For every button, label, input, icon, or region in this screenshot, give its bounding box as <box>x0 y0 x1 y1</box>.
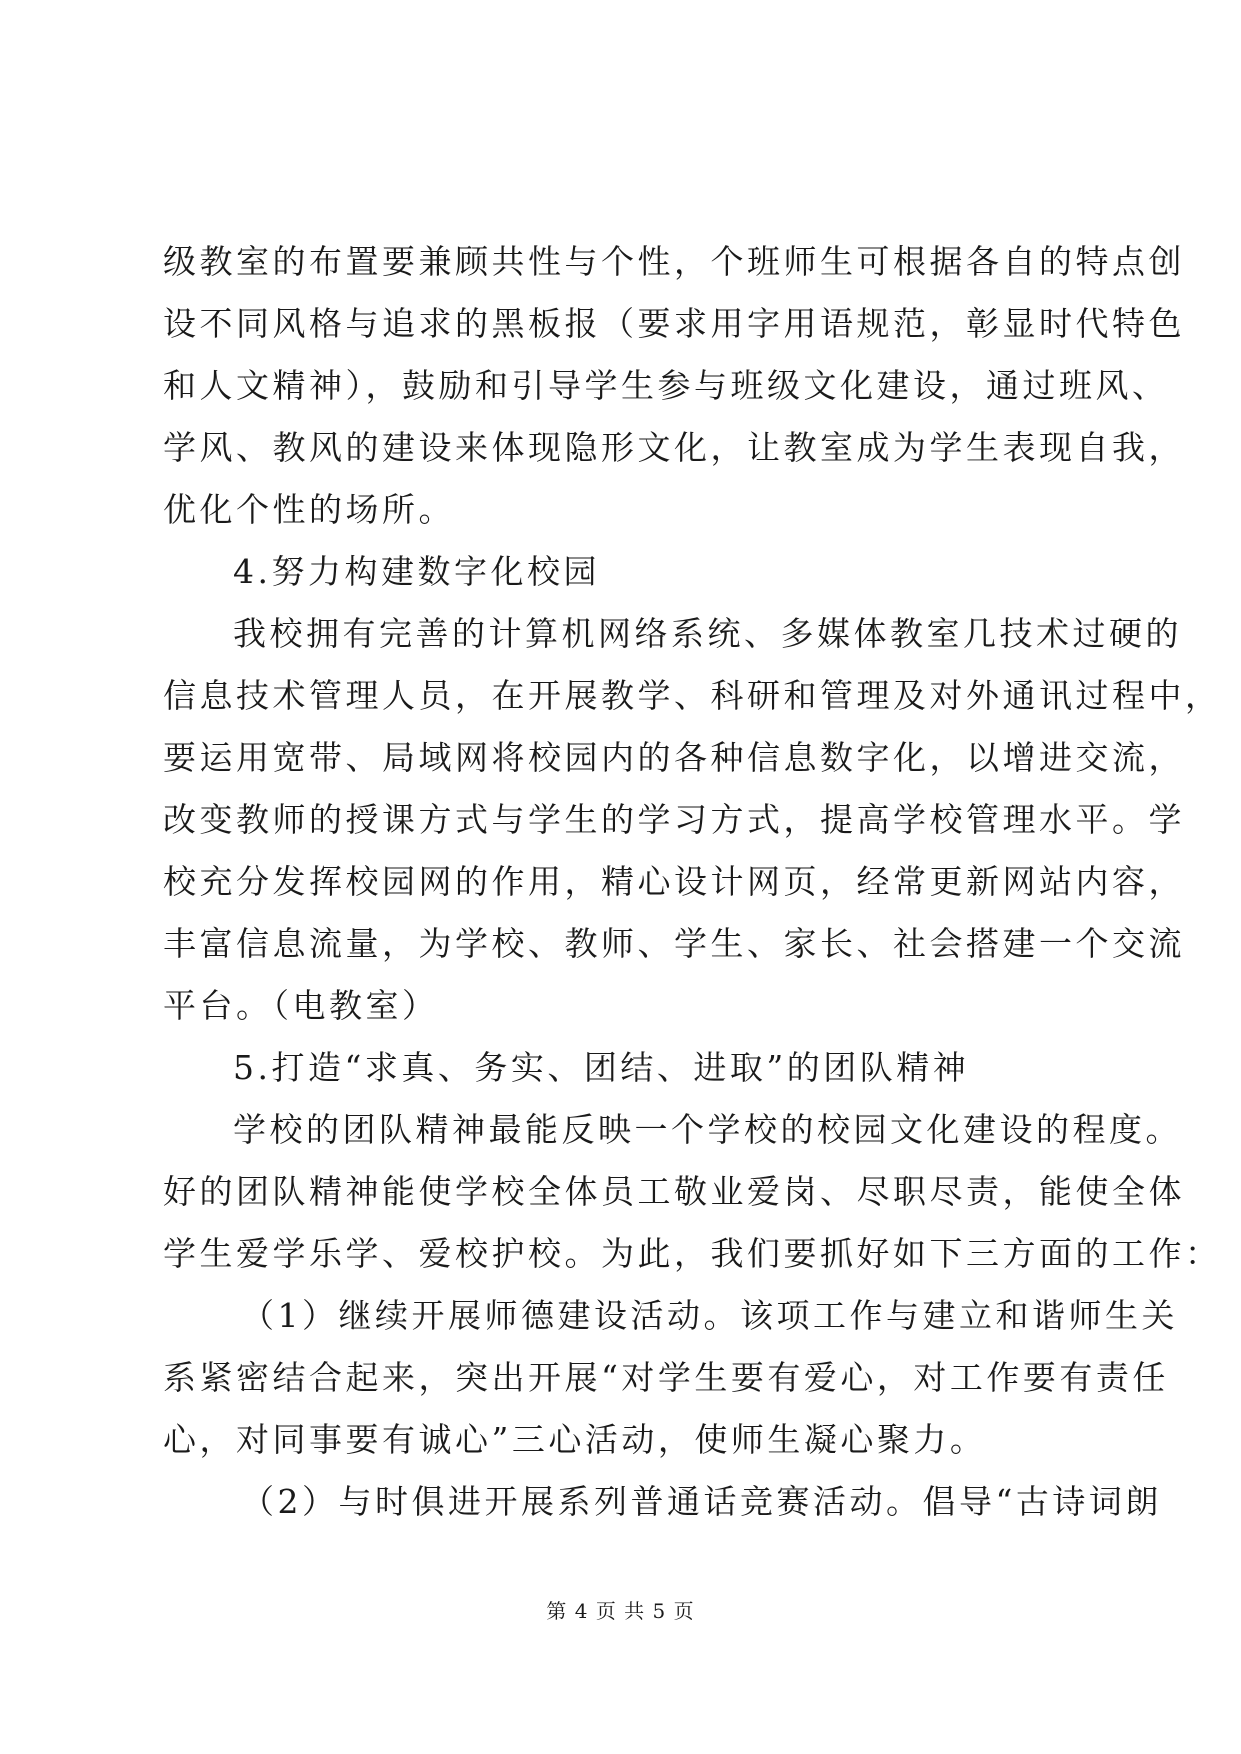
text-line: 改变教师的授课方式与学生的学习方式，提高学校管理水平。学 <box>163 800 1185 839</box>
list-item-line: （2）与时俱进开展系列普通话竞赛活动。倡导“古诗词朗 <box>241 1482 1162 1521</box>
text-line: 丰富信息流量，为学校、教师、学生、家长、社会搭建一个交流 <box>163 924 1185 963</box>
section-heading: 5.打造“求真、务实、团结、进取”的团队精神 <box>233 1048 970 1087</box>
text-line: 平台。（电教室） <box>163 986 439 1025</box>
text-line: 心，对同事要有诚心”三心活动，使师生凝心聚力。 <box>163 1420 987 1459</box>
text-line: 优化个性的场所。 <box>163 490 455 529</box>
page-number-footer: 第 4 页 共 5 页 <box>546 1599 695 1623</box>
text-line: 信息技术管理人员，在开展教学、科研和管理及对外通讯过程中， <box>163 676 1222 715</box>
paragraph-start-line: 学校的团队精神最能反映一个学校的校园文化建设的程度。 <box>233 1110 1182 1149</box>
text-line: 校充分发挥校园网的作用，精心设计网页，经常更新网站内容， <box>163 862 1185 901</box>
section-heading: 4.努力构建数字化校园 <box>233 552 600 591</box>
document-body <box>163 231 1222 1533</box>
paragraph-start-line: 我校拥有完善的计算机网络系统、多媒体教室几技术过硬的 <box>233 614 1182 653</box>
text-line: 要运用宽带、局域网将校园内的各种信息数字化，以增进交流， <box>163 738 1185 777</box>
text-line: 和人文精神），鼓励和引导学生参与班级文化建设，通过班风、 <box>163 366 1169 405</box>
text-line: 学生爱学乐学、爱校护校。为此，我们要抓好如下三方面的工作： <box>163 1234 1222 1273</box>
text-line: 系紧密结合起来，突出开展“对学生要有爱心，对工作要有责任 <box>163 1358 1169 1397</box>
text-line: 学风、教风的建设来体现隐形文化，让教室成为学生表现自我， <box>163 428 1185 467</box>
text-line: 好的团队精神能使学校全体员工敬业爱岗、尽职尽责，能使全体 <box>163 1172 1185 1211</box>
text-line: 级教室的布置要兼顾共性与个性，个班师生可根据各自的特点创 <box>163 242 1185 281</box>
list-item-line: （1）继续开展师德建设活动。该项工作与建立和谐师生关 <box>241 1296 1178 1335</box>
text-line: 设不同风格与追求的黑板报（要求用字用语规范，彰显时代特色 <box>163 304 1185 343</box>
